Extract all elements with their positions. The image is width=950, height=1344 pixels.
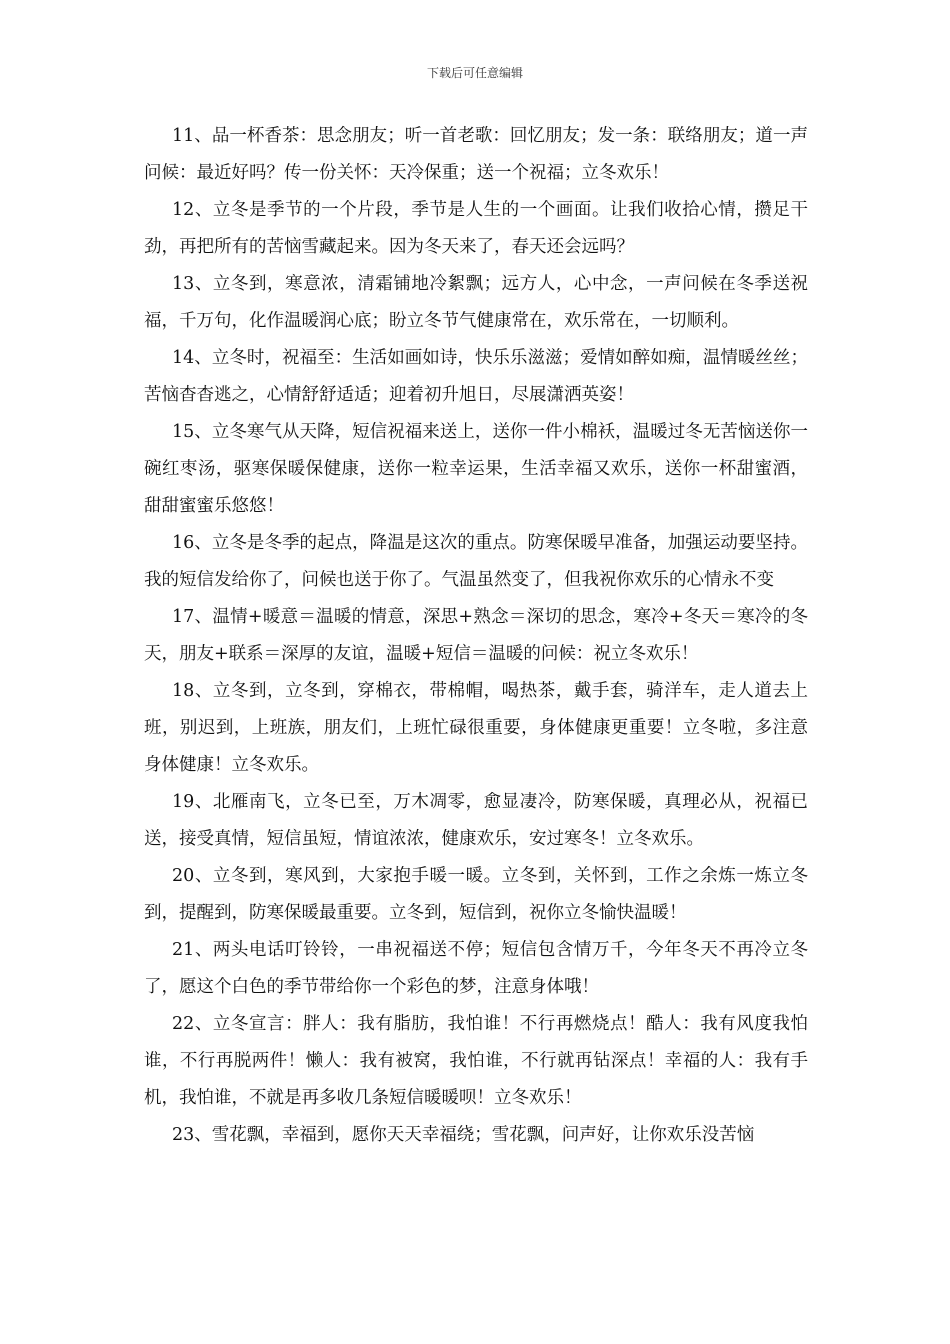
paragraph-17: 17、温情+暖意＝温暖的情意，深思+熟念＝深切的思念，寒冷+冬天＝寒冷的冬天，朋友+联系＝深厚的友谊，温暖+短信＝温暖的问候：祝立冬欢乐！ — [144, 607, 808, 664]
paragraph-11: 11、品一杯香茶：思念朋友；听一首老歌：回忆朋友；发一条：联络朋友；道一声问候：最近好吗？传一份关怀：天冷保重；送一个祝福；立冬欢乐！ — [144, 126, 808, 183]
paragraph-12: 12、立冬是季节的一个片段，季节是人生的一个画面。让我们收拾心情，攒足干劲，再把所有的苦恼雪藏起来。因为冬天来了，春天还会远吗？ — [144, 200, 808, 257]
paragraph-15: 15、立冬寒气从天降，短信祝福来送上，送你一件小棉袄，温暖过冬无苦恼送你一碗红枣汤，驱寒保暖保健康，送你一粒幸运果，生活幸福又欢乐，送你一杯甜蜜酒，甜甜蜜蜜乐悠悠！ — [144, 422, 808, 516]
paragraph-16: 16、立冬是冬季的起点，降温是这次的重点。防寒保暖早准备，加强运动要坚持。我的短信发给你了，问候也送于你了。气温虽然变了，但我祝你欢乐的心情永不变 — [144, 533, 808, 590]
paragraph-21: 21、两头电话叮铃铃，一串祝福送不停；短信包含情万千，今年冬天不再冷立冬了，愿这个白色的季节带给你一个彩色的梦，注意身体哦！ — [144, 940, 808, 997]
paragraph-18: 18、立冬到，立冬到，穿棉衣，带棉帽，喝热茶，戴手套，骑洋车，走人道去上班，别迟到，上班族，朋友们，上班忙碌很重要，身体健康更重要！立冬啦，多注意身体健康！立冬欢乐。 — [144, 681, 808, 775]
document-body — [144, 118, 808, 1154]
paragraph-22: 22、立冬宣言：胖人：我有脂肪，我怕谁！不行再燃烧点！酷人：我有风度我怕谁，不行再脱两件！懒人：我有被窝，我怕谁，不行就再钻深点！幸福的人：我有手机，我怕谁，不就是再多收几条短信暖暖呗！立冬欢乐！ — [144, 1014, 808, 1108]
paragraph-23: 23、雪花飘，幸福到，愿你天天幸福绕；雪花飘，问声好，让你欢乐没苦恼 — [172, 1125, 755, 1145]
paragraph-20: 20、立冬到，寒风到，大家抱手暖一暖。立冬到，关怀到，工作之余炼一炼立冬到，提醒到，防寒保暖最重要。立冬到，短信到，祝你立冬愉快温暖！ — [144, 866, 808, 923]
page-header: 下载后可任意编辑 — [426, 66, 523, 80]
paragraph-19: 19、北雁南飞，立冬已至，万木凋零，愈显凄冷，防寒保暖，真理必从，祝福已送，接受真情，短信虽短，情谊浓浓，健康欢乐，安过寒冬！立冬欢乐。 — [144, 792, 808, 849]
paragraph-13: 13、立冬到，寒意浓，清霜铺地冷絮飘；远方人，心中念，一声问候在冬季送祝福，千万句，化作温暖润心底；盼立冬节气健康常在，欢乐常在，一切顺利。 — [144, 274, 808, 331]
paragraph-14: 14、立冬时，祝福至：生活如画如诗，快乐乐滋滋；爱情如醉如痴，温情暖丝丝；苦恼杳杳逃之，心情舒舒适适；迎着初升旭日，尽展潇洒英姿！ — [144, 348, 808, 405]
